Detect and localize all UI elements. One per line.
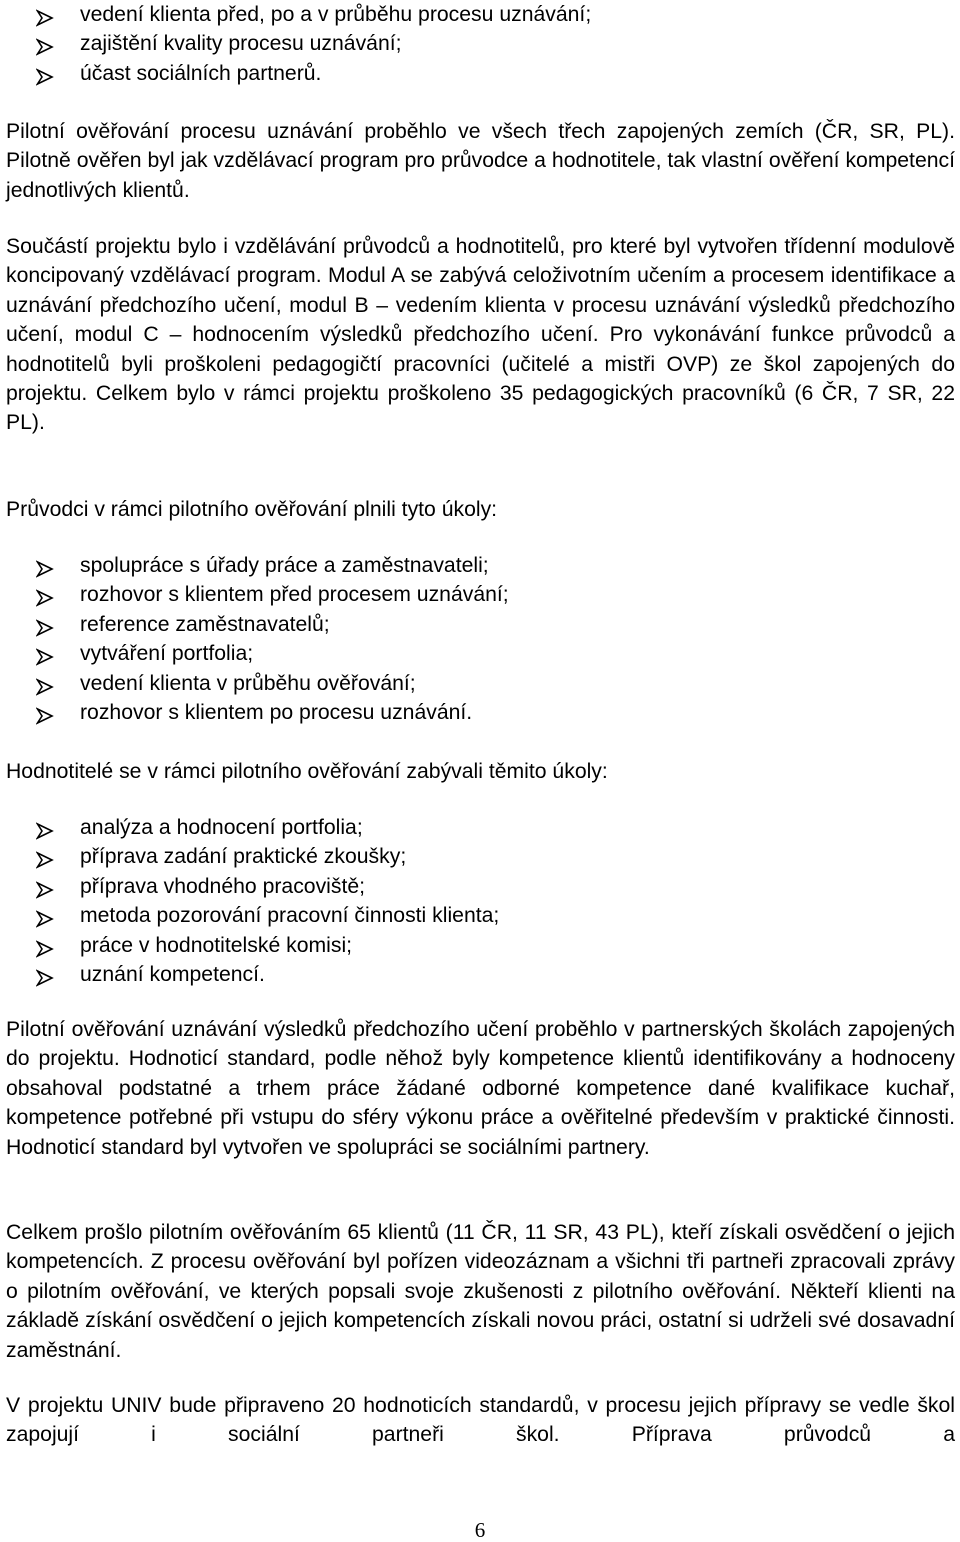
- arrowhead-bullet-icon: [36, 704, 54, 722]
- list-item-text: vytváření portfolia;: [80, 642, 254, 666]
- list-item: [0, 0, 591, 29]
- list-item-text: analýza a hodnocení portfolia;: [80, 816, 363, 839]
- arrowhead-bullet-icon: [36, 557, 54, 575]
- list-item-text: účast sociálních partnerů.: [80, 61, 322, 85]
- list-item: [0, 669, 509, 698]
- list-item: [0, 872, 499, 901]
- arrowhead-bullet-icon: [36, 6, 54, 24]
- guides-task-list: [0, 551, 509, 727]
- arrowhead-bullet-icon: [36, 586, 54, 604]
- arrowhead-bullet-icon: [36, 675, 54, 693]
- list-item: [0, 29, 591, 58]
- assessors-task-list: [0, 813, 499, 989]
- list-item-text: uznání kompetencí.: [80, 962, 265, 986]
- list-item: [0, 551, 509, 580]
- paragraph-univ-project: V projektu UNIV bude připraveno 20 hodnoticích standardů, v procesu jejich přípravy se vedle škol zapojují i sociální partneři škol. Příprava průvodců a: [6, 1394, 955, 1447]
- list-item: [0, 639, 509, 668]
- list-item-text: práce v hodnotitelské komisi;: [80, 933, 353, 957]
- list-item-text: příprava vhodného pracoviště;: [80, 874, 366, 898]
- list-item: [0, 610, 509, 639]
- list-item-text: vedení klienta před, po a v průběhu procesu uznávání;: [80, 3, 592, 26]
- arrowhead-bullet-icon: [36, 848, 54, 866]
- list-item: [0, 931, 499, 960]
- arrowhead-bullet-icon: [36, 937, 54, 955]
- arrowhead-bullet-icon: [36, 819, 54, 837]
- list-item-text: spolupráce s úřady práce a zaměstnavateli;: [80, 554, 489, 577]
- list-item: [0, 59, 591, 88]
- list-item-text: vedení klienta v průběhu ověřování;: [80, 671, 416, 695]
- arrowhead-bullet-icon: [36, 645, 54, 663]
- paragraph-partner-schools: Pilotní ověřování uznávání výsledků předchozího učení proběhlo v partnerských školách zapojených do projektu. Hodnoticí standard, podle něhož byly kompetence klientů identifikovány a hodnoceny obsahoval podstatné a trhem práce žádané odborné kompetence dané kvalifikace kuchař, kompetence potřebné při vstupu do sféry výkonu práce a ověřitelné především v praktické činnosti. Hodnoticí standard byl vytvořen ve spolupráci se sociálními partnery.: [6, 1018, 955, 1159]
- guides-heading: Průvodci v rámci pilotního ověřování plnili tyto úkoly:: [6, 498, 498, 521]
- list-item: [0, 580, 509, 609]
- list-item: [0, 960, 499, 989]
- list-item: [0, 901, 499, 930]
- arrowhead-bullet-icon: [36, 35, 54, 53]
- arrowhead-bullet-icon: [36, 907, 54, 925]
- list-item-text: zajištění kvality procesu uznávání;: [80, 32, 402, 56]
- list-item-text: reference zaměstnavatelů;: [80, 612, 330, 636]
- list-item-text: metoda pozorování pracovní činnosti klienta;: [80, 904, 500, 928]
- intro-bullet-list: [0, 0, 591, 88]
- paragraph-pilot-verification: Pilotní ověřování procesu uznávání proběhlo ve všech třech zapojených zemích (ČR, SR, PL). Pilotně ověřen byl jak vzdělávací program pro průvodce a hodnotitele, tak vlastní ověření kompetencí jednotlivých klientů.: [6, 120, 955, 202]
- list-item-text: rozhovor s klientem po procesu uznávání.: [80, 700, 473, 724]
- arrowhead-bullet-icon: [36, 966, 54, 984]
- paragraph-training: Součástí projektu bylo i vzdělávání průvodců a hodnotitelů, pro které byl vytvořen třídenní modulově koncipovaný vzdělávací program. Modul A se zabývá celoživotním učením a procesem identifikace a uznávání předchozího učení, modul B – vedením klienta v procesu uznávání výsledků předchozího učení, modul C – hodnocením výsledků předchozího učení. Pro vykonávání funkce průvodců a hodnotitelů byli proškoleni pedagogičtí pracovníci (učitelé a mistři OVP) ze škol zapojených do projektu. Celkem bylo v rámci projektu proškoleno 35 pedagogických pracovníků (6 ČR, 7 SR, 22 PL).: [6, 235, 955, 435]
- assessors-heading: Hodnotitelé se v rámci pilotního ověřování zabývali těmito úkoly:: [6, 760, 608, 783]
- list-item: [0, 813, 499, 842]
- arrowhead-bullet-icon: [36, 878, 54, 896]
- list-item-text: rozhovor s klientem před procesem uznávání;: [80, 583, 509, 607]
- arrowhead-bullet-icon: [36, 616, 54, 634]
- list-item-text: příprava zadání praktické zkoušky;: [80, 845, 407, 869]
- page-number: 6: [474, 1518, 486, 1542]
- list-item: [0, 842, 499, 871]
- list-item: [0, 698, 509, 727]
- arrowhead-bullet-icon: [36, 65, 54, 83]
- paragraph-results: Celkem prošlo pilotním ověřováním 65 klientů (11 ČR, 11 SR, 43 PL), kteří získali osvědčení o jejich kompetencích. Z procesu ověřování byl pořízen videozáznam a všichni tři partneři zpracovali zprávy o pilotním ověřování, ve kterých popsali svoje zkušenosti z pilotního ověřování. Někteří klienti na základě získání osvědčení o jejich kompetencích získali novou práci, ostatní si udrželi své dosavadní zaměstnání.: [6, 1221, 955, 1362]
